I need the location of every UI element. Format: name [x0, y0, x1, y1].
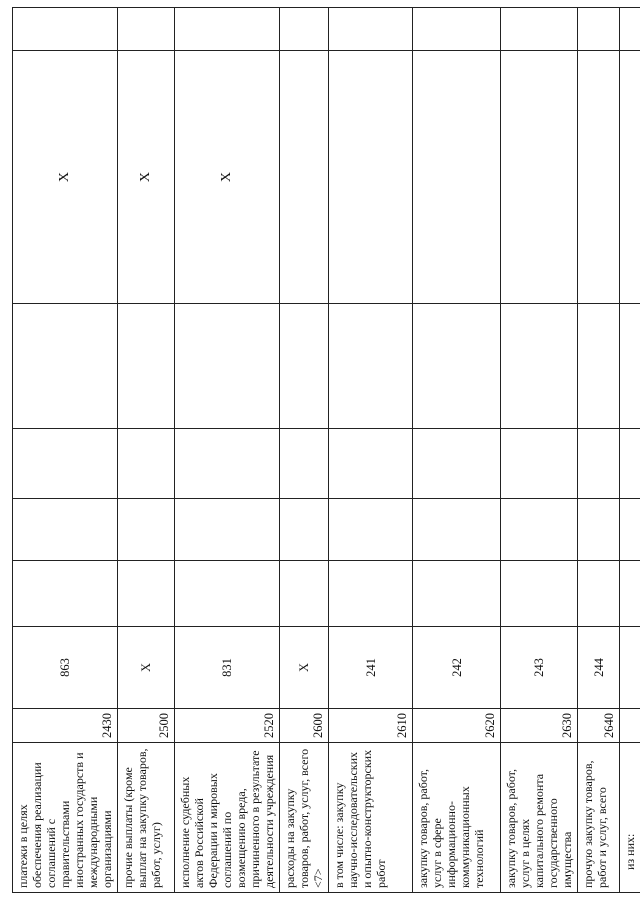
cell-mark [329, 51, 413, 304]
cell-empty [13, 8, 118, 51]
cell-empty [501, 561, 578, 627]
cell-empty [620, 499, 640, 561]
line-code [620, 709, 640, 743]
cell-empty [280, 561, 329, 627]
table-row [175, 8, 280, 893]
row-label: прочую закупку товаров, работ и услуг, всего [578, 743, 620, 893]
table-row [329, 8, 413, 893]
cell-empty [413, 304, 501, 429]
cell-empty [578, 561, 620, 627]
cell-empty [13, 561, 118, 627]
cell-mark: X [175, 51, 280, 304]
cell-empty [501, 499, 578, 561]
cell-empty [329, 304, 413, 429]
cell-empty [501, 8, 578, 51]
line-code: 2630 [501, 709, 578, 743]
cell-empty [175, 499, 280, 561]
kbk-code: 831 [175, 627, 280, 709]
cell-empty [413, 561, 501, 627]
kbk-code: 863 [13, 627, 118, 709]
cell-empty [175, 304, 280, 429]
table-row [280, 8, 329, 893]
cell-empty [118, 8, 175, 51]
cell-empty [175, 561, 280, 627]
cell-empty [118, 304, 175, 429]
row-label: прочие выплаты (кроме выплат на закупку товаров, работ, услуг) [118, 743, 175, 893]
row-label: закупку товаров, работ, услуг в сфере информационно-коммуникационных технологий [413, 743, 501, 893]
cell-empty [118, 499, 175, 561]
cell-empty [175, 429, 280, 499]
cell-mark [280, 51, 329, 304]
cell-empty [413, 429, 501, 499]
cell-empty [118, 429, 175, 499]
table-row [413, 8, 501, 893]
row-label: расходы на закупку товаров, работ, услуг, всего <7> [280, 743, 329, 893]
cell-empty [620, 429, 640, 499]
cell-empty [280, 304, 329, 429]
cell-empty [578, 8, 620, 51]
table-row [620, 8, 640, 893]
rotated-report-page [12, 8, 637, 893]
kbk-code: 241 [329, 627, 413, 709]
kbk-code: X [280, 627, 329, 709]
cell-empty [329, 499, 413, 561]
cell-empty [280, 8, 329, 51]
row-label: платежи в целях обеспечения реализации соглашений с правительствами иностранных государств и международными организациями [13, 743, 118, 893]
cell-mark [501, 51, 578, 304]
line-code: 2600 [280, 709, 329, 743]
financial-plan-table [12, 7, 640, 893]
cell-empty [13, 499, 118, 561]
cell-empty [280, 499, 329, 561]
cell-empty [501, 304, 578, 429]
cell-empty [13, 304, 118, 429]
line-code: 2620 [413, 709, 501, 743]
cell-empty [280, 429, 329, 499]
cell-mark [578, 51, 620, 304]
cell-empty [578, 499, 620, 561]
cell-empty [620, 8, 640, 51]
line-code: 2610 [329, 709, 413, 743]
line-code: 2500 [118, 709, 175, 743]
row-label: в том числе: закупку научно-исследовательских и опытно-конструкторских работ [329, 743, 413, 893]
kbk-code: 243 [501, 627, 578, 709]
kbk-code: X [118, 627, 175, 709]
cell-empty [413, 499, 501, 561]
cell-empty [620, 304, 640, 429]
cell-empty [13, 429, 118, 499]
cell-mark: X [13, 51, 118, 304]
cell-empty [578, 304, 620, 429]
cell-empty [175, 8, 280, 51]
cell-empty [501, 429, 578, 499]
cell-empty [329, 561, 413, 627]
kbk-code: 242 [413, 627, 501, 709]
cell-mark: X [118, 51, 175, 304]
line-code: 2640 [578, 709, 620, 743]
line-code: 2430 [13, 709, 118, 743]
cell-empty [620, 561, 640, 627]
cell-mark [413, 51, 501, 304]
kbk-code: 244 [578, 627, 620, 709]
cell-empty [329, 8, 413, 51]
cell-empty [578, 429, 620, 499]
cell-empty [118, 561, 175, 627]
table-row [578, 8, 620, 893]
kbk-code [620, 627, 640, 709]
row-label: из них: [620, 743, 640, 893]
line-code: 2520 [175, 709, 280, 743]
cell-mark [620, 51, 640, 304]
row-label: исполнение судебных актов Российской Федерации и мировых соглашений по возмещению вреда, причиненного в результате деятельности учреждения [175, 743, 280, 893]
table-row [501, 8, 578, 893]
row-label: закупку товаров, работ, услуг в целях капитального ремонта государственного имущества [501, 743, 578, 893]
cell-empty [413, 8, 501, 51]
table-row [13, 8, 118, 893]
cell-empty [329, 429, 413, 499]
table-row [118, 8, 175, 893]
